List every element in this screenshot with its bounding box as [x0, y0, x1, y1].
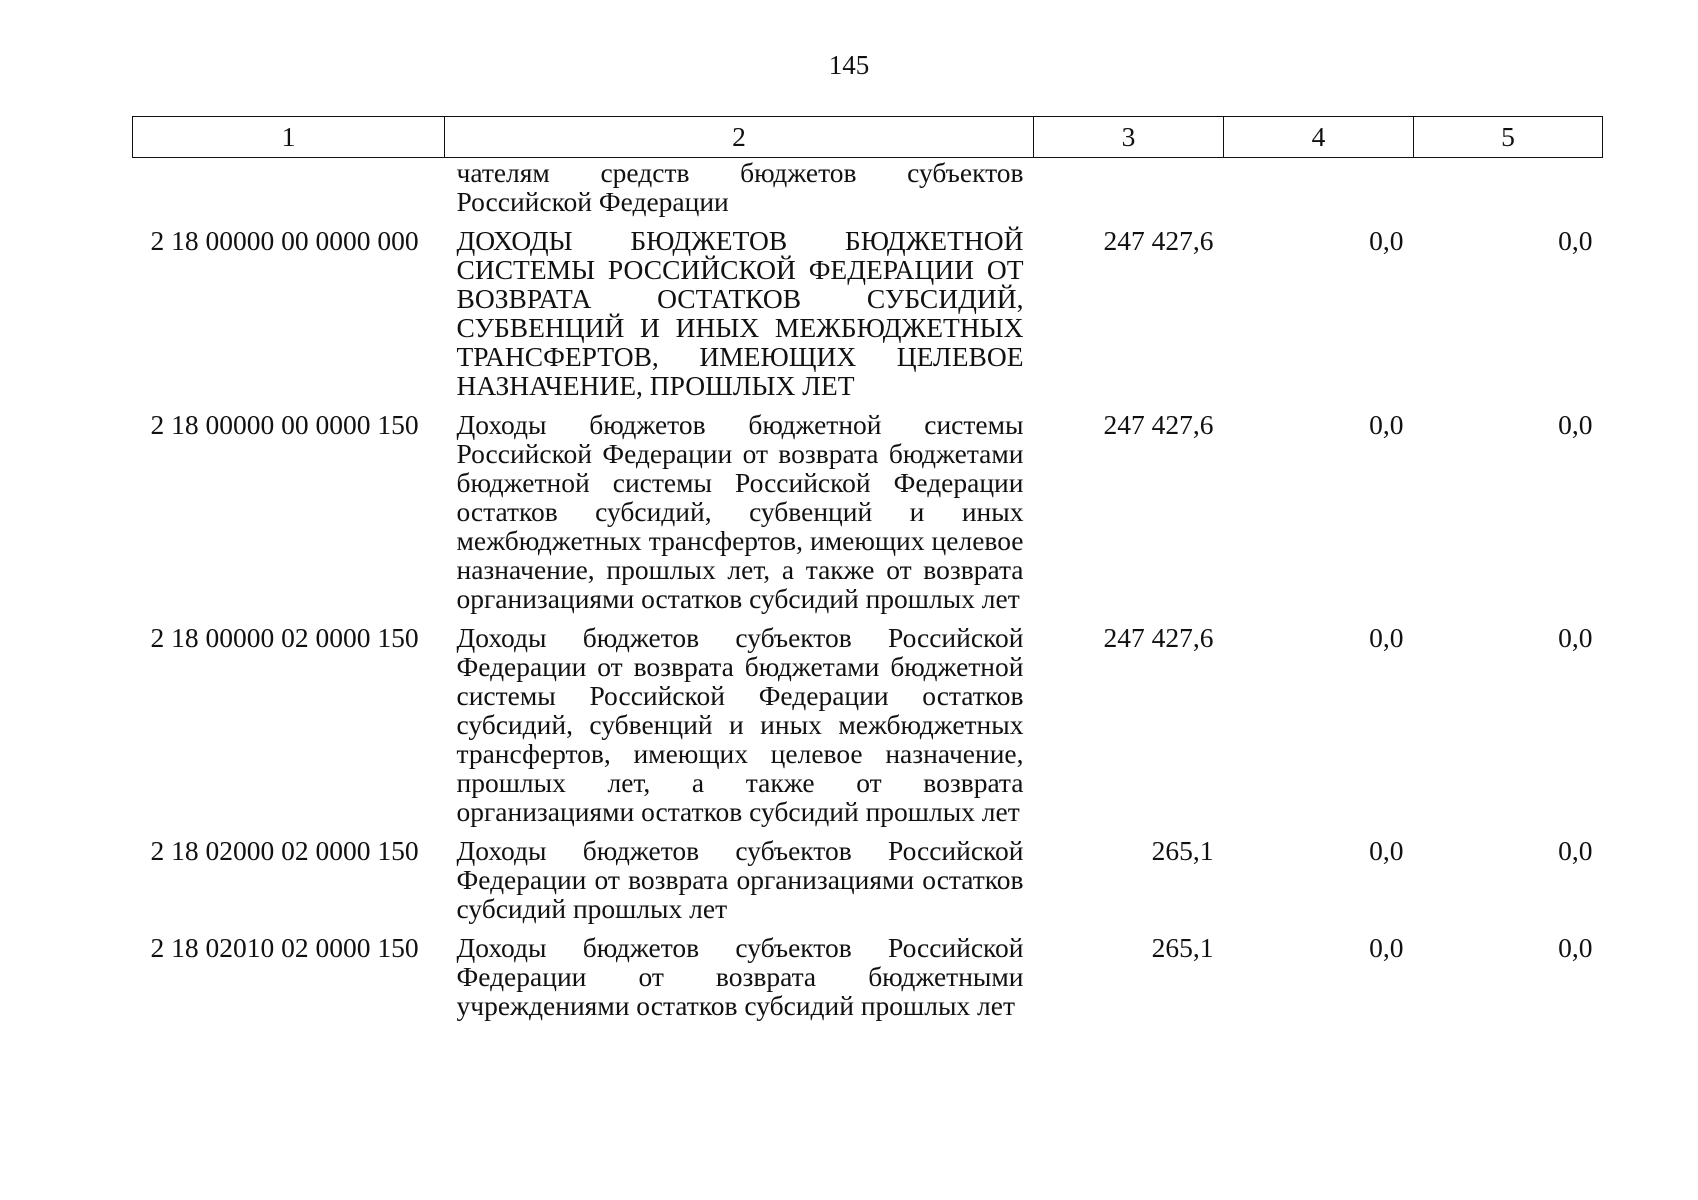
column-header-2: 2: [445, 117, 1034, 158]
column-header-4: 4: [1224, 117, 1414, 158]
value-col3: 265,1: [1151, 932, 1214, 963]
value-col4: 0,0: [1369, 622, 1404, 653]
budget-revenue-table: [132, 116, 1603, 1030]
continuation-row: [133, 158, 1603, 227]
value-col5: 0,0: [1558, 835, 1593, 866]
header-row: [133, 117, 1603, 158]
income-name: Доходы бюджетов субъектов Российской Федерации от возврата бюджетами бюджетной системы Российской Федерации остатков субсидий, субвенций и иных межбюджетных трансфертов, имеющих целевое назначение, прошлых лет, а также от возврата организациями остатков субсидий прошлых лет: [456, 622, 1024, 827]
table-row: [133, 226, 1603, 410]
value-col5: 0,0: [1558, 225, 1593, 256]
table-header: [133, 117, 1603, 158]
continuation-text: чателям средств бюджетов субъектов Российской Федерации: [456, 157, 1024, 217]
table-body: [133, 158, 1603, 1031]
table-row: [133, 836, 1603, 933]
page-number: 145: [828, 50, 870, 80]
income-code: 2 18 00000 00 0000 150: [150, 409, 419, 440]
value-col4: 0,0: [1369, 409, 1404, 440]
table-row: [133, 410, 1603, 623]
value-col3: 247 427,6: [1103, 225, 1214, 256]
value-col5: 0,0: [1558, 409, 1593, 440]
value-col4: 0,0: [1369, 932, 1404, 963]
income-code: 2 18 02000 02 0000 150: [150, 835, 419, 866]
table-row: [133, 623, 1603, 836]
value-col3: 265,1: [1151, 835, 1214, 866]
column-header-3: 3: [1034, 117, 1224, 158]
column-header-5: 5: [1414, 117, 1603, 158]
income-name: Доходы бюджетов субъектов Российской Федерации от возврата организациями остатков субсидий прошлых лет: [456, 835, 1024, 924]
income-code: 2 18 02010 02 0000 150: [150, 932, 419, 963]
continuation-code-cell: [133, 158, 445, 227]
value-col5: 0,0: [1558, 622, 1593, 653]
income-name: Доходы бюджетов субъектов Российской Федерации от возврата бюджетными учреждениями остатков субсидий прошлых лет: [456, 932, 1024, 1021]
value-col4: 0,0: [1369, 835, 1404, 866]
value-col3: 247 427,6: [1103, 622, 1214, 653]
value-col5: 0,0: [1558, 932, 1593, 963]
income-name: ДОХОДЫ БЮДЖЕТОВ БЮДЖЕТНОЙ СИСТЕМЫ РОССИЙСКОЙ ФЕДЕРАЦИИ ОТ ВОЗВРАТА ОСТАТКОВ СУБСИДИЙ, СУБВЕНЦИЙ И ИНЫХ МЕЖБЮДЖЕТНЫХ ТРАНСФЕРТОВ, ИМЕЮЩИХ ЦЕЛЕВОЕ НАЗНАЧЕНИЕ, ПРОШЛЫХ ЛЕТ: [456, 225, 1024, 401]
income-code: 2 18 00000 02 0000 150: [150, 622, 419, 653]
value-col4: 0,0: [1369, 225, 1404, 256]
table-row: [133, 933, 1603, 1030]
column-header-1: 1: [133, 117, 445, 158]
value-col3: 247 427,6: [1103, 409, 1214, 440]
income-name: Доходы бюджетов бюджетной системы Российской Федерации от возврата бюджетами бюджетной системы Российской Федерации остатков субсидий, субвенций и иных межбюджетных трансфертов, имеющих целевое назначение, прошлых лет, а также от возврата организациями остатков субсидий прошлых лет: [456, 409, 1024, 614]
income-code: 2 18 00000 00 0000 000: [150, 225, 419, 256]
